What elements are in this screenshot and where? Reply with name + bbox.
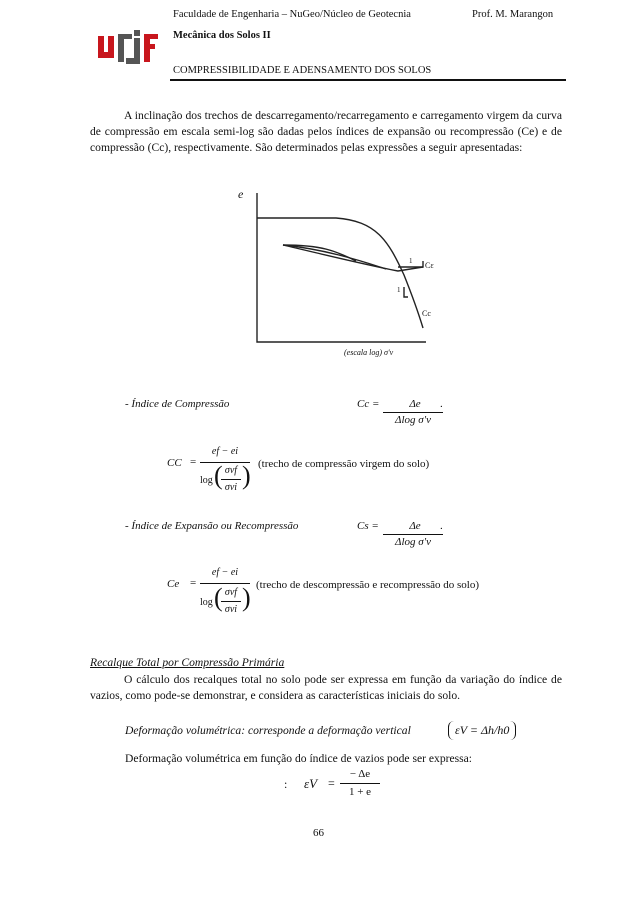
deformation-line2: Deformação volumétrica em função do índice de vazios pode ser expressa: bbox=[125, 752, 473, 765]
label-cc: Cc bbox=[422, 309, 431, 318]
cc-paren-right: ) bbox=[242, 461, 251, 490]
compression-delta-log: Δlog σ'v bbox=[395, 414, 431, 426]
page-number: 66 bbox=[313, 827, 324, 839]
ce-paren-left: ( bbox=[214, 583, 223, 612]
header-chapter: COMPRESSIBILIDADE E ADENSAMENTO DOS SOLOS bbox=[173, 65, 432, 76]
x-axis-label: (escala log) σ'v bbox=[344, 348, 394, 357]
cc-numerator: ef − ei bbox=[211, 446, 239, 457]
deformation-equation: εV = Δh/h0 bbox=[448, 721, 516, 740]
header-institution: Faculdade de Engenharia – NuGeo/Núcleo de Geotecnia bbox=[173, 9, 411, 20]
section-title: Recalque Total por Compressão Primária bbox=[90, 656, 285, 669]
ce-formula-equals: = bbox=[190, 577, 197, 589]
cc-slope-marker bbox=[404, 287, 408, 297]
expansion-delta-log: Δlog σ'v bbox=[395, 536, 431, 548]
intro-paragraph: A inclinação dos trechos de descarregamento/recarregamento e carregamento virgem da curva de compressão em escala semi-log são dadas pelos índices de expansão ou recompressão (Ce) e de compressão (Cc), respectivamente. São determinados pelas expressões a seguir apresentadas: bbox=[90, 109, 562, 155]
label-ce: Cε bbox=[425, 261, 434, 270]
compression-label: - Índice de Compressão bbox=[125, 398, 230, 410]
compression-period: . bbox=[440, 398, 443, 410]
expansion-label: - Índice de Expansão ou Recompressão bbox=[125, 520, 299, 532]
cc-sigma-top: σvf bbox=[224, 465, 238, 476]
compression-delta-e: Δe bbox=[409, 398, 421, 410]
eps-equals: = bbox=[328, 776, 335, 790]
ufjf-logo-icon bbox=[96, 24, 166, 68]
compression-frac-rule bbox=[383, 412, 443, 413]
header-course: Mecânica dos Solos II bbox=[173, 30, 271, 41]
eps-symbol: εV bbox=[304, 776, 318, 791]
cc-sigma-bottom: σvi bbox=[224, 482, 238, 493]
eps-numerator: − Δe bbox=[349, 768, 371, 780]
section-paragraph: O cálculo dos recalques total no solo pode ser expressa em função da variação do índice de vazios, como pode-se demonstrar, e considera as características iniciais do solo. bbox=[90, 673, 562, 703]
expansion-period: . bbox=[440, 520, 443, 532]
deformation-sentence: Deformação volumétrica: corresponde a deformação vertical bbox=[125, 724, 411, 737]
cc-formula-lhs: CC bbox=[167, 457, 182, 469]
ce-sigma-rule bbox=[221, 601, 241, 602]
header-rule bbox=[170, 79, 566, 81]
cc-formula-equals: = bbox=[190, 456, 197, 468]
ce-note: (trecho de descompressão e recompressão do solo) bbox=[256, 579, 479, 591]
ce-numerator: ef − ei bbox=[211, 567, 239, 578]
compression-curve-figure bbox=[226, 185, 444, 367]
expansion-symbol: Cs = bbox=[357, 520, 379, 532]
eps-denominator: 1 + e bbox=[348, 786, 372, 798]
ce-log: log bbox=[200, 597, 213, 608]
ce-sigma-top: σvf bbox=[224, 587, 238, 598]
y-axis-label: e bbox=[238, 187, 244, 201]
ce-formula-lhs: Ce bbox=[167, 578, 180, 590]
cc-note: (trecho de compressão virgem do solo) bbox=[258, 458, 430, 470]
compression-symbol: Cc = bbox=[357, 398, 380, 410]
ce-paren-right: ) bbox=[242, 583, 251, 612]
label-one-a: 1 bbox=[409, 257, 413, 265]
header-author: Prof. M. Marangon bbox=[472, 9, 554, 20]
eps-rule bbox=[340, 783, 380, 784]
eps-colon: : bbox=[284, 777, 288, 791]
label-one-b: 1 bbox=[397, 286, 401, 294]
expansion-frac-rule bbox=[383, 534, 443, 535]
expansion-delta-e: Δe bbox=[409, 520, 421, 532]
logo bbox=[96, 24, 166, 68]
cc-log: log bbox=[200, 475, 213, 486]
virgin-curve bbox=[257, 218, 423, 328]
ce-sigma-bottom: σvi bbox=[224, 604, 238, 615]
cc-paren-left: ( bbox=[214, 461, 223, 490]
cc-sigma-rule bbox=[221, 479, 241, 480]
